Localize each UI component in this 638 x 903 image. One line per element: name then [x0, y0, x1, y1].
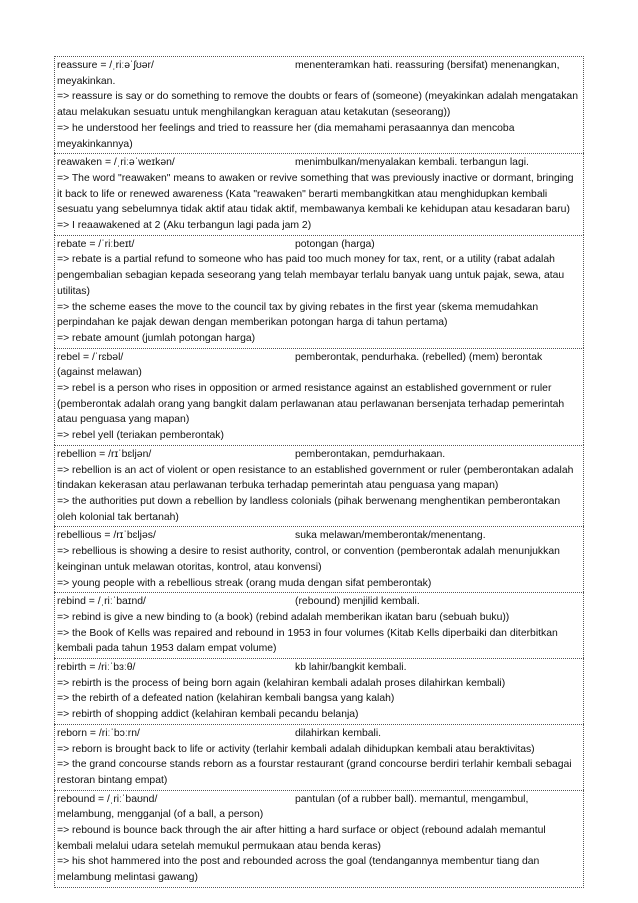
entry-example-line: => the rebirth of a defeated nation (kelahiran kembali bangsa yang kalah)	[57, 693, 395, 705]
entry-example-line: => the scheme eases the move to the council tax by giving rebates in the first year (skema memudahkan perpindahan ke pajak dewan dengan memberikan potongan harga di tahun pertama)	[57, 301, 539, 329]
entry-example-line: => rebel yell (teriakan pemberontak)	[57, 430, 224, 442]
entry-term: rebirth = /riːˈbɜːθ/	[57, 662, 136, 674]
entry-example-line: => reborn is brought back to life or activity (terlahir kembali adalah dihidupkan kembali atau beraktivitas)	[57, 743, 535, 755]
dictionary-entry	[54, 526, 584, 592]
entry-example-line: => rebirth is the process of being born again (kelahiran kembali adalah proses dilahirkan kembali)	[57, 677, 506, 689]
entry-term: rebel = /ˈrɛbəl/	[57, 351, 124, 363]
entry-meaning: pantulan (of a rubber ball). memantul, mengambul, melambung, mengganjal (of a ball, a person)	[57, 793, 529, 821]
entry-example-line: => The word "reawaken" means to awaken or revive something that was previously inactive or dormant, bringing it back to life or renewed awareness (Kata "reawaken" berarti membangkitkan atau menghidupkan kembali sesuatu yang sebelumnya tidak aktif atau tidak aktif, membawanya kembali ke kehidupan atau kesadaran baru)	[57, 172, 574, 216]
entry-example-line: => rebate is a partial refund to someone who has paid too much money for tax, rent, or a utility (rabat adalah pengembalian sebagian kepada seseorang yang telah membayar terlalu banyak uang untuk pajak, sewa, atau utilitas)	[57, 254, 565, 297]
entry-example-line: => rebirth of shopping addict (kelahiran kembali pecandu belanja)	[57, 709, 359, 721]
entry-example-line: => the grand concourse stands reborn as a fourstar restaurant (grand concourse berdiri terlahir kembali sebagai restoran bintang empat)	[57, 759, 572, 786]
entry-term: reassure = /ˌriːəˈʃʊər/	[57, 60, 154, 71]
dictionary-entry	[54, 724, 584, 790]
entry-term: reawaken = /ˌriːəˈweɪkən/	[57, 157, 175, 169]
entry-meaning: dilahirkan kembali.	[295, 727, 382, 739]
entry-example-line: => he understood her feelings and tried to reassure her (dia memahami perasaannya dan mencoba meyakinkannya)	[57, 122, 515, 150]
dictionary-entry	[54, 348, 584, 445]
dictionary-entry	[54, 153, 584, 235]
entry-example-line: => the authorities put down a rebellion by landless colonials (pihak berwenang menghentikan pemberontakan oleh kolonial tak bertanah)	[57, 495, 561, 523]
entry-example-line: => I reaawakened at 2 (Aku terbangun lagi pada jam 2)	[57, 220, 312, 232]
dictionary-entry	[54, 56, 584, 153]
entry-term: rebind = /ˌriːˈbaɪnd/	[57, 596, 146, 608]
entry-example-line: => rebellion is an act of violent or open resistance to an established government or ruler (pemberontakan adalah tindakan kekerasan atau perlawanan terbuka terhadap pemerintah atau penguasa yang mapan)	[57, 464, 574, 492]
entry-example-line: => the Book of Kells was repaired and rebound in 1953 in four volumes (Kitab Kells diperbaiki dan diterbitkan kembali pada tahun 1953 dalam empat volume)	[57, 627, 558, 655]
dictionary-entry	[54, 445, 584, 527]
entry-header	[57, 726, 581, 742]
entry-meaning: menimbulkan/menyalakan kembali. terbangun lagi.	[295, 157, 529, 169]
entry-header	[57, 58, 581, 89]
entry-term: rebate = /ˈriːbeɪt/	[57, 238, 135, 250]
entry-term: rebellion = /rɪˈbɛljən/	[57, 448, 152, 460]
dictionary-entry	[54, 592, 584, 658]
entry-meaning: potongan (harga)	[295, 238, 375, 250]
entry-header	[57, 155, 581, 171]
entry-header	[57, 792, 581, 823]
entry-example-line: => rebind is give a new binding to (a book) (rebind adalah memberikan ikatan baru (sebuah buku))	[57, 611, 510, 623]
entry-example-line: => rebellious is showing a desire to resist authority, control, or convention (pemberontak adalah menunjukkan keinginan untuk melawan otoritas, kontrol, atau konvensi)	[57, 546, 560, 573]
entry-header	[57, 350, 581, 381]
entry-term: rebellious = /rɪˈbɛljəs/	[57, 530, 156, 542]
entry-meaning: kb lahir/bangkit kembali.	[295, 662, 407, 674]
entry-example-line: => rebate amount (jumlah potongan harga)	[57, 332, 256, 344]
entry-term: reborn = /riːˈbɔːrn/	[57, 727, 140, 739]
entry-meaning: (rebound) menjilid kembali.	[295, 596, 420, 608]
entry-header	[57, 528, 581, 544]
entry-header	[57, 660, 581, 676]
entry-example-line: => young people with a rebellious streak (orang muda dengan sifat pemberontak)	[57, 577, 432, 589]
entry-meaning: menenteramkan hati. reassuring (bersifat) menenangkan, meyakinkan.	[57, 60, 560, 87]
entry-example-line: => reassure is say or do something to remove the doubts or fears of (someone) (meyakinkan adalah mengatakan atau melakukan sesuatu untuk menghilangkan keraguan atau ketakutan (seseorang))	[57, 91, 578, 119]
entry-meaning: suka melawan/memberontak/menentang.	[295, 530, 486, 542]
dictionary-entry	[54, 790, 584, 888]
entry-term: rebound = /ˌriːˈbaʊnd/	[57, 793, 158, 805]
dictionary-page	[54, 56, 584, 888]
entry-example-line: => rebel is a person who rises in opposition or armed resistance against an established government or ruler (pemberontak adalah orang yang bangkit dalam perlawanan atau perlawanan bersenjata terhadap pemerintah atau penguasa yang mapan)	[57, 383, 565, 426]
entry-example-line: => his shot hammered into the post and rebounded across the goal (tendangannya membentur tiang dan melambung melintasi gawang)	[57, 856, 540, 884]
entry-example-line: => rebound is bounce back through the air after hitting a hard surface or object (rebound adalah memantul kembali melalui udara setelah memukul permukaan atau benda keras)	[57, 825, 546, 852]
dictionary-entry	[54, 235, 584, 348]
entry-header	[57, 237, 581, 253]
entry-header	[57, 594, 581, 610]
entry-meaning: pemberontakan, pemdurhakaan.	[295, 448, 446, 460]
entry-meaning: pemberontak, pendurhaka. (rebelled) (mem) berontak (against melawan)	[57, 351, 543, 379]
entry-header	[57, 447, 581, 463]
dictionary-entry	[54, 658, 584, 724]
